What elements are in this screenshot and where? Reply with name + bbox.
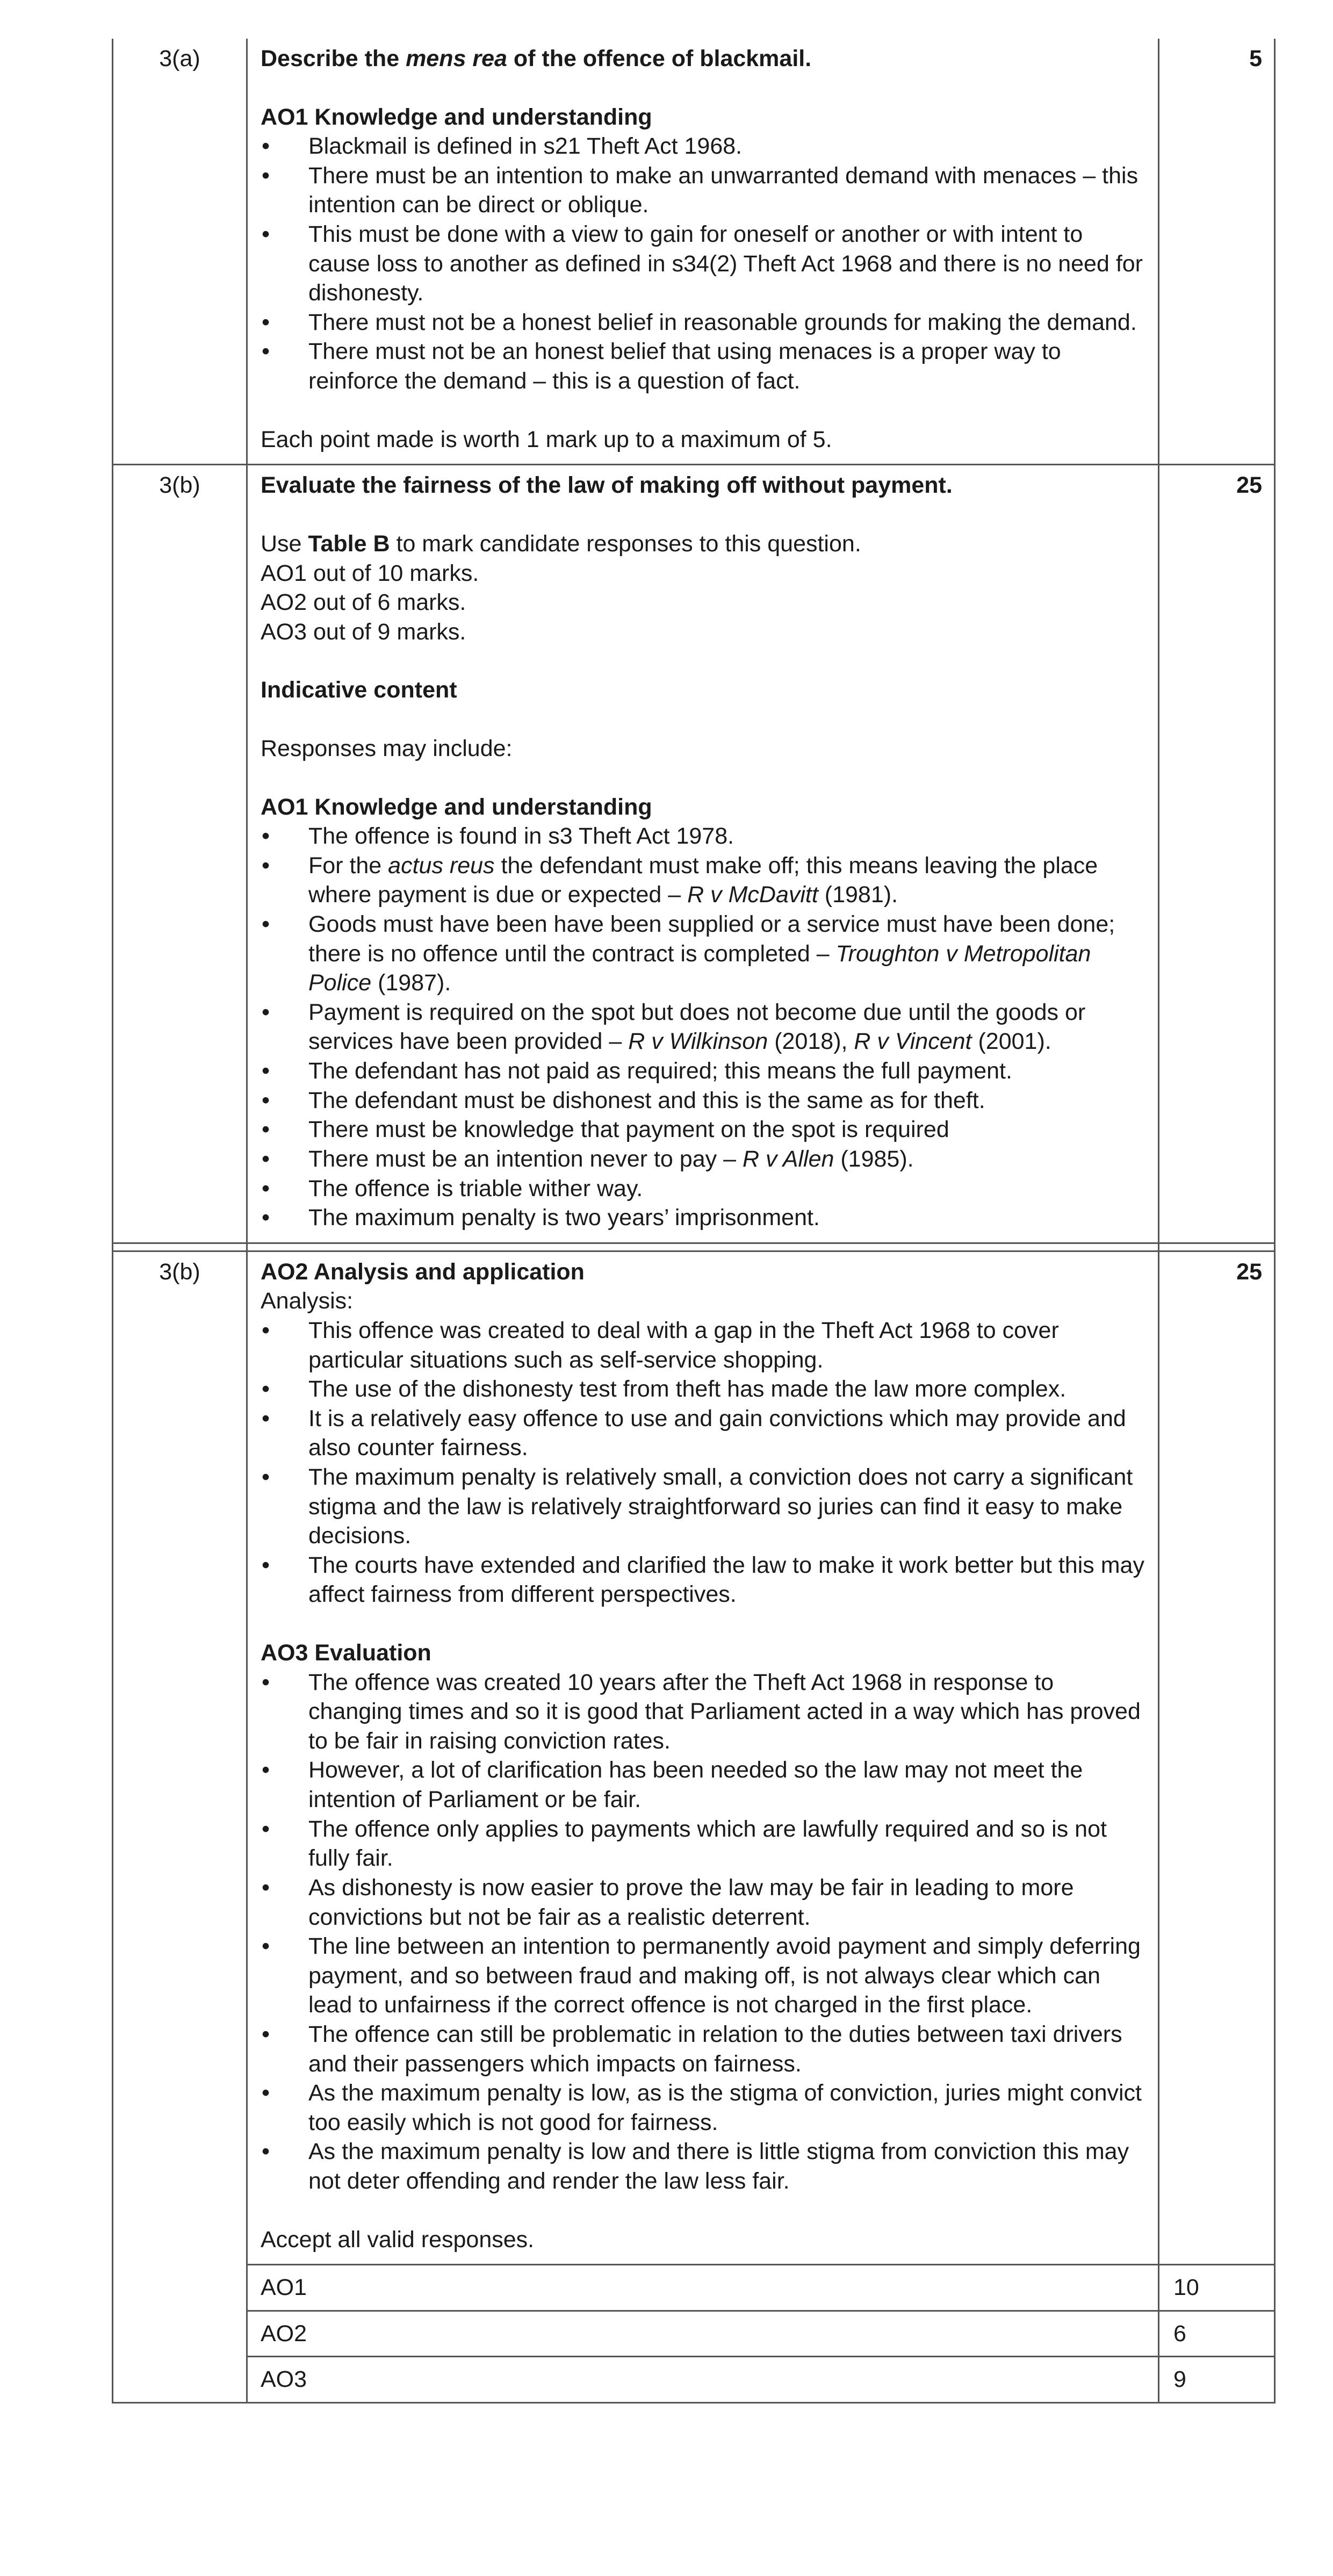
list-item: • The courts have extended and clarified the law to make it work better but this may affect fairness from different perspectives. xyxy=(261,1551,1145,1609)
list-item: • As dishonesty is now easier to prove the law may be fair in leading to more convictions but not be fair as a realistic deterrent. xyxy=(261,1873,1145,1932)
list-item: • It is a relatively easy offence to use and gain convictions which may provide and also counter fairness. xyxy=(261,1404,1145,1463)
mark-scheme-table xyxy=(112,39,1276,2404)
list-item: • This must be done with a view to gain for oneself or another or with intent to cause loss to another as defined in s34(2) Theft Act 1968 and there is no need for dishonesty. xyxy=(261,220,1145,308)
marking-note: Each point made is worth 1 mark up to a maximum of 5. xyxy=(261,426,832,452)
analysis-label: Analysis: xyxy=(261,1288,354,1314)
responses-intro: Responses may include: xyxy=(261,735,513,761)
question-marks: 25 xyxy=(1159,465,1275,1243)
question-number: 3(a) xyxy=(113,39,247,465)
question-marks: 25 xyxy=(1159,1251,1275,2265)
question-3b-continued-row xyxy=(113,1251,1275,2265)
question-number: 3(b) xyxy=(113,1251,247,2402)
list-item: • This offence was created to deal with a gap in the Theft Act 1968 to cover particular situations such as self-service shopping. xyxy=(261,1316,1145,1375)
question-content xyxy=(247,39,1159,465)
summary-label: AO2 xyxy=(247,2311,1159,2357)
ao1-heading: AO1 Knowledge and understanding xyxy=(261,794,652,820)
list-item: • There must be an intention never to pay – R v Allen (1985). xyxy=(261,1145,1145,1174)
list-item: • The maximum penalty is relatively small, a conviction does not carry a significant stigma and the law is relatively straightforward so juries can find it easy to make decisions. xyxy=(261,1463,1145,1551)
summary-value: 6 xyxy=(1159,2311,1275,2357)
ao2-mark-allocation: AO2 out of 6 marks. xyxy=(261,589,466,616)
question-3a-row xyxy=(113,39,1275,465)
indicative-content-heading: Indicative content xyxy=(261,677,457,703)
question-text: Describe the mens rea of the offence of blackmail. xyxy=(261,46,812,71)
list-item: • There must be an intention to make an unwarranted demand with menaces – this intention can be direct or oblique. xyxy=(261,161,1145,220)
list-item: • The use of the dishonesty test from theft has made the law more complex. xyxy=(261,1375,1145,1404)
list-item: • The defendant must be dishonest and this is the same as for theft. xyxy=(261,1086,1145,1116)
list-item: • There must not be an honest belief that using menaces is a proper way to reinforce the demand – this is a question of fact. xyxy=(261,337,1145,395)
list-item: • Payment is required on the spot but does not become due until the goods or services have been provided – R v Wilkinson (2018), R v Vincent (2001). xyxy=(261,998,1145,1056)
list-item: • The offence is triable wither way. xyxy=(261,1174,1145,1204)
list-item: • The offence is found in s3 Theft Act 1978. xyxy=(261,822,1145,851)
ao3-mark-allocation: AO3 out of 9 marks. xyxy=(261,618,466,645)
ao1-summary-row xyxy=(113,2265,1275,2311)
list-item: • The offence can still be problematic in relation to the duties between taxi drivers and their passengers which impacts on fairness. xyxy=(261,2020,1145,2078)
list-item: • The maximum penalty is two years’ imprisonment. xyxy=(261,1203,1145,1233)
ao3-bullet-list xyxy=(261,1668,1145,2196)
list-item: • The offence was created 10 years after the Theft Act 1968 in response to changing times and so it is good that Parliament acted in a way which has proved to be fair in raising conviction rates. xyxy=(261,1668,1145,1756)
list-item: • Goods must have been have been supplied or a service must have been done; there is no offence until the contract is completed – Troughton v Metropolitan Police (1987). xyxy=(261,910,1145,998)
question-text: Evaluate the fairness of the law of making off without payment. xyxy=(261,472,953,499)
marking-instruction: Use Table B to mark candidate responses to this question. xyxy=(261,530,861,557)
list-item: • However, a lot of clarification has been needed so the law may not meet the intention of Parliament or be fair. xyxy=(261,1755,1145,1814)
summary-value: 9 xyxy=(1159,2357,1275,2403)
list-item: • As the maximum penalty is low, as is the stigma of conviction, juries might convict too easily which is not good for fairness. xyxy=(261,2078,1145,2137)
question-number: 3(b) xyxy=(113,465,247,1243)
list-item: • The defendant has not paid as required; this means the full payment. xyxy=(261,1056,1145,1086)
ao1-heading: AO1 Knowledge and understanding xyxy=(261,104,652,130)
question-content xyxy=(247,1251,1159,2265)
list-item: • The offence only applies to payments which are lawfully required and so is not fully fair. xyxy=(261,1815,1145,1873)
list-item: • As the maximum penalty is low and there is little stigma from conviction this may not deter offending and render the law less fair. xyxy=(261,2137,1145,2196)
section-divider xyxy=(113,1243,1275,1251)
summary-value: 10 xyxy=(1159,2265,1275,2311)
list-item: • The line between an intention to permanently avoid payment and simply deferring payment, and so between fraud and making off, is not always clear which can lead to unfairness if the correct offence is not charged in the first place. xyxy=(261,1932,1145,2020)
ao3-heading: AO3 Evaluation xyxy=(261,1640,431,1666)
ao1-bullet-list xyxy=(261,132,1145,395)
list-item: • For the actus reus the defendant must make off; this means leaving the place where payment is due or expected – R v McDavitt (1981). xyxy=(261,851,1145,910)
ao1-bullet-list xyxy=(261,822,1145,1233)
question-marks: 5 xyxy=(1159,39,1275,465)
ao2-summary-row xyxy=(113,2311,1275,2357)
mark-scheme-page xyxy=(112,39,1262,2404)
question-3b-row xyxy=(113,465,1275,1243)
list-item: • There must not be a honest belief in reasonable grounds for making the demand. xyxy=(261,308,1145,337)
ao1-mark-allocation: AO1 out of 10 marks. xyxy=(261,560,479,586)
list-item: • Blackmail is defined in s21 Theft Act 1968. xyxy=(261,132,1145,161)
summary-label: AO1 xyxy=(247,2265,1159,2311)
question-content xyxy=(247,465,1159,1243)
ao2-bullet-list xyxy=(261,1316,1145,1609)
ao2-heading: AO2 Analysis and application xyxy=(261,1258,585,1285)
ao3-summary-row xyxy=(113,2357,1275,2403)
list-item: • There must be knowledge that payment on the spot is required xyxy=(261,1115,1145,1145)
summary-label: AO3 xyxy=(247,2357,1159,2403)
marking-note: Accept all valid responses. xyxy=(261,2226,535,2253)
